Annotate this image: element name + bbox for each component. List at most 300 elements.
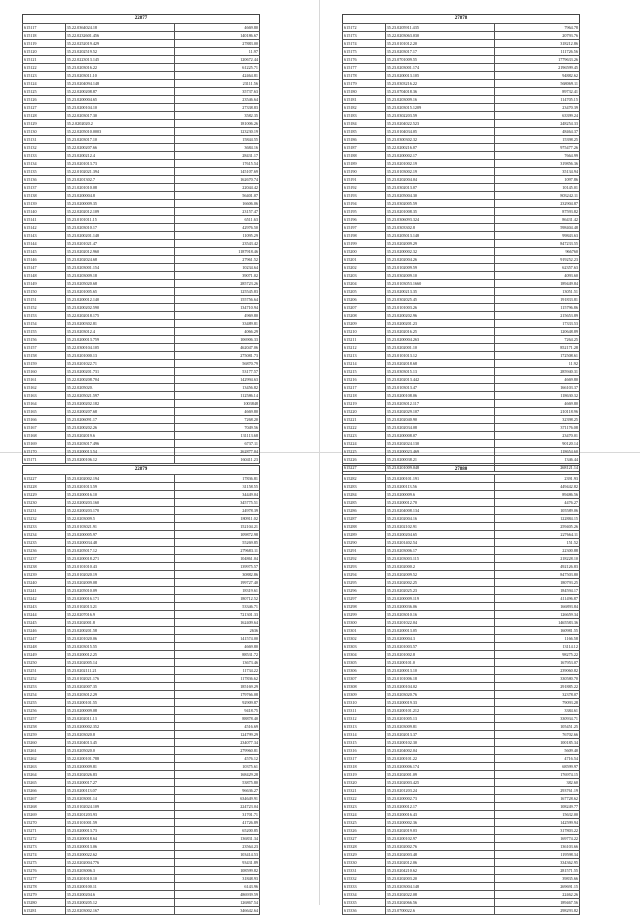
account-code-cell: 35.23.0203017.10 xyxy=(65,136,174,144)
table-row xyxy=(23,547,260,555)
amount-cell: 1187918.46 xyxy=(174,248,259,256)
row-id-cell: 615187 xyxy=(343,144,386,152)
amount-cell: 215653.89 xyxy=(494,312,579,320)
amount-cell: 24978.39 xyxy=(174,507,259,515)
row-id-cell: 615157 xyxy=(23,344,66,352)
table-row xyxy=(23,304,260,312)
account-code-cell: 35.22.0205010.0003 xyxy=(65,128,174,136)
row-id-cell: 615304 xyxy=(343,651,386,659)
table-row xyxy=(343,312,580,320)
amount-cell: 966760 xyxy=(494,248,579,256)
account-code-cell: 35.23.0102013.21 xyxy=(65,603,174,611)
account-code-cell: 35.23.0203003.115 xyxy=(385,555,494,563)
row-id-cell: 615334 xyxy=(343,891,386,899)
row-id-cell: 615168 xyxy=(23,432,66,440)
row-id-cell: 615189 xyxy=(343,160,386,168)
amount-cell: 160981.55 xyxy=(494,627,579,635)
account-code-cell: 35.22.0200207.68 xyxy=(65,408,174,416)
amount-cell: 3384.61 xyxy=(494,707,579,715)
amount-cell: 56401.07 xyxy=(174,192,259,200)
table-row xyxy=(23,707,260,715)
amount-cell: 168429.28 xyxy=(174,771,259,779)
table-row xyxy=(23,811,260,819)
account-code-cell: 35.23.0200023.469 xyxy=(385,448,494,456)
table-row xyxy=(23,312,260,320)
account-code-cell: 35.23.0203012.29 xyxy=(65,691,174,699)
row-id-cell: 615333 xyxy=(343,883,386,891)
row-id-cell: 615323 xyxy=(343,803,386,811)
amount-cell: 492126.83 xyxy=(494,563,579,571)
table-row xyxy=(23,456,260,464)
ledger-table xyxy=(22,23,260,464)
row-id-cell: 615294 xyxy=(343,571,386,579)
amount-cell: 103414.53 xyxy=(174,851,259,859)
account-code-cell: 35.23.0202013.442 xyxy=(385,376,494,384)
amount-cell: 140186.67 xyxy=(174,32,259,40)
row-id-cell: 615325 xyxy=(343,819,386,827)
amount-cell: 23543.42 xyxy=(174,240,259,248)
row-id-cell: 615322 xyxy=(343,795,386,803)
account-code-cell: 35.23.0200201.23 xyxy=(385,320,494,328)
row-id-cell: 615117 xyxy=(23,24,66,32)
amount-cell: 17836.81 xyxy=(174,475,259,483)
table-row xyxy=(343,763,580,771)
table-row xyxy=(343,336,580,344)
account-code-cell: 35.23.0201003.57 xyxy=(385,643,494,651)
row-id-cell: 615131 xyxy=(23,136,66,144)
table-row xyxy=(23,248,260,256)
account-code-cell: 35.23.0202002.25 xyxy=(385,579,494,587)
account-code-cell: 35.23.0203006.3 xyxy=(65,867,174,875)
table-row xyxy=(23,731,260,739)
account-code-cell: 35.23.0302203.59 xyxy=(385,112,494,120)
account-code-cell: 35.23.0202019.03 xyxy=(385,827,494,835)
account-code-cell: 35.23.0201013.59 xyxy=(65,483,174,491)
amount-cell: 4066.29 xyxy=(174,328,259,336)
table-row xyxy=(343,328,580,336)
account-code-cell: 35.23.0101012.20 xyxy=(385,40,494,48)
row-id-cell: 615296 xyxy=(343,587,386,595)
account-code-cell: 35.23.0200016.10 xyxy=(65,491,174,499)
row-id-cell: 615265 xyxy=(23,779,66,787)
row-id-cell: 615203 xyxy=(343,272,386,280)
amount-cell: 1003848 xyxy=(174,400,259,408)
account-code-cell: 35.23.0204210.62 xyxy=(385,867,494,875)
page-header: 27878 xyxy=(342,14,580,23)
row-id-cell: 615269 xyxy=(23,811,66,819)
row-id-cell: 615308 xyxy=(343,683,386,691)
ledger-table xyxy=(22,474,260,915)
amount-cell: 847233.55 xyxy=(494,240,579,248)
amount-cell: 262877.04 xyxy=(174,448,259,456)
row-id-cell: 615184 xyxy=(343,120,386,128)
table-row xyxy=(343,320,580,328)
account-code-cell: 35.23.0200018.64 xyxy=(65,835,174,843)
row-id-cell: 615284 xyxy=(343,491,386,499)
account-code-cell: 35.23.0200302.81 xyxy=(65,320,174,328)
row-id-cell: 615272 xyxy=(23,835,66,843)
table-row xyxy=(343,779,580,787)
account-code-cell: 35.23.0201022.71 xyxy=(65,360,174,368)
table-row xyxy=(23,667,260,675)
amount-cell: 31158.55 xyxy=(174,483,259,491)
row-id-cell: 615335 xyxy=(343,899,386,907)
account-code-cell: 35.23.0201020.06 xyxy=(65,635,174,643)
account-code-cell: 35.23.0300302.32 xyxy=(385,136,494,144)
account-code-cell: 35.23.0200201.58 xyxy=(65,627,174,635)
amount-cell: 88531.72 xyxy=(174,651,259,659)
row-id-cell: 615172 xyxy=(343,24,386,32)
account-code-cell: 35.23.0200201.731 xyxy=(65,368,174,376)
row-id-cell: 615195 xyxy=(343,208,386,216)
account-code-cell: 35.23.0202012.06 xyxy=(385,859,494,867)
row-id-cell: 615260 xyxy=(23,739,66,747)
row-id-cell: 615219 xyxy=(343,400,386,408)
account-code-cell: 35.22.0207016.9 xyxy=(65,611,174,619)
amount-cell: 126659.34 xyxy=(494,611,579,619)
row-id-cell: 615174 xyxy=(343,40,386,48)
account-code-cell: 35.23.0204022.523 xyxy=(385,120,494,128)
account-code-cell: 35.23.0202102.91 xyxy=(385,523,494,531)
account-code-cell: 35.23.0200202.182 xyxy=(65,400,174,408)
row-id-cell: 615204 xyxy=(343,280,386,288)
table-row xyxy=(23,779,260,787)
account-code-cell: 35.23.0201013.73 xyxy=(65,160,174,168)
amount-cell: 23470.01 xyxy=(494,432,579,440)
amount-cell: 4476.27 xyxy=(494,499,579,507)
account-code-cell: 35.22.0202018.175 xyxy=(65,312,174,320)
account-code-cell: 35.23.0200009.119 xyxy=(385,595,494,603)
table-row xyxy=(23,48,260,56)
row-id-cell: 615132 xyxy=(23,144,66,152)
account-code-cell: 35.23.0101013.12 xyxy=(385,352,494,360)
row-id-cell: 615328 xyxy=(343,843,386,851)
amount-cell: 15844.55 xyxy=(174,136,259,144)
amount-cell: 166893.84 xyxy=(494,603,579,611)
row-id-cell: 615225 xyxy=(343,448,386,456)
amount-cell: 32378.07 xyxy=(494,691,579,699)
row-id-cell: 615293 xyxy=(343,563,386,571)
table-row xyxy=(343,240,580,248)
table-row xyxy=(343,184,580,192)
amount-cell: 371176.08 xyxy=(494,424,579,432)
row-id-cell: 615224 xyxy=(343,440,386,448)
amount-cell: 56870.79 xyxy=(174,360,259,368)
account-code-cell: 35.23.0203011.10 xyxy=(65,72,174,80)
row-id-cell: 615151 xyxy=(23,296,66,304)
amount-cell: 41726.89 xyxy=(174,819,259,827)
row-id-cell: 615250 xyxy=(23,659,66,667)
amount-cell: 317803.22 xyxy=(494,827,579,835)
table-row xyxy=(343,475,580,483)
account-code-cell: 35.23.0202001.8 xyxy=(65,619,174,627)
row-id-cell: 615213 xyxy=(343,352,386,360)
table-row xyxy=(23,843,260,851)
row-id-cell: 615327 xyxy=(343,835,386,843)
row-id-cell: 615252 xyxy=(23,675,66,683)
amount-cell: 39835.66 xyxy=(494,875,579,883)
amount-cell: 185169.29 xyxy=(174,683,259,691)
account-code-cell: 35.23.0200034.48 xyxy=(65,539,174,547)
table-row xyxy=(23,416,260,424)
table-row xyxy=(343,64,580,72)
amount-cell: 92909.87 xyxy=(174,699,259,707)
table-row xyxy=(343,120,580,128)
account-code-cell: 35.23.0200004.263 xyxy=(385,336,494,344)
row-id-cell: 615299 xyxy=(343,611,386,619)
row-id-cell: 615233 xyxy=(23,523,66,531)
amount-cell: 184594.17 xyxy=(494,587,579,595)
account-code-cell: 35.23.0202012.960 xyxy=(65,248,174,256)
row-id-cell: 615221 xyxy=(343,416,386,424)
table-row xyxy=(23,392,260,400)
row-id-cell: 615291 xyxy=(343,547,386,555)
amount-cell: 104861.04 xyxy=(174,555,259,563)
table-row xyxy=(23,795,260,803)
table-row xyxy=(343,499,580,507)
table-row xyxy=(343,176,580,184)
account-code-cell: 35.23.0200013.05 xyxy=(385,627,494,635)
amount-cell: 180911.02 xyxy=(174,515,259,523)
row-id-cell: 615237 xyxy=(23,555,66,563)
table-row xyxy=(23,603,260,611)
row-id-cell: 615177 xyxy=(343,64,386,72)
amount-cell: 298293.82 xyxy=(494,907,579,915)
account-code-cell: 35.21.0201010.08 xyxy=(65,184,174,192)
account-code-cell: 35.23.0205010.09 xyxy=(65,587,174,595)
account-code-cell: 35.23.0202519.52 xyxy=(65,48,174,56)
account-code-cell: 35.23.0200009.6 xyxy=(385,491,494,499)
table-row xyxy=(343,603,580,611)
amount-cell: 346642.64 xyxy=(174,907,259,915)
row-id-cell: 615194 xyxy=(343,200,386,208)
row-id-cell: 615118 xyxy=(23,32,66,40)
table-row xyxy=(343,32,580,40)
account-code-cell: 35.23.0204094.148 xyxy=(65,80,174,88)
table-row xyxy=(23,240,260,248)
account-code-cell: 35.23.0200016.171 xyxy=(65,595,174,603)
account-code-cell: 35.23.0205017.12 xyxy=(65,547,174,555)
account-code-cell: 35.23.0201009.048 xyxy=(385,464,494,472)
amount-cell: 105589.06 xyxy=(494,507,579,515)
amount-cell: 975477.26 xyxy=(494,144,579,152)
amount-cell: 33489.81 xyxy=(174,320,259,328)
amount-cell: 449442.82 xyxy=(494,483,579,491)
table-row xyxy=(343,563,580,571)
account-code-cell: 35.23.0200204.65 xyxy=(385,531,494,539)
row-id-cell: 615180 xyxy=(343,88,386,96)
row-id-cell: 615125 xyxy=(23,88,66,96)
amount-cell: 279683.11 xyxy=(174,547,259,555)
amount-cell: 486939.59 xyxy=(174,891,259,899)
table-row xyxy=(23,152,260,160)
account-code-cell: 35.23.0201008.35 xyxy=(385,208,494,216)
amount-cell: 268121.14 xyxy=(494,464,579,472)
account-code-cell: 35.23.0202005.14 xyxy=(65,659,174,667)
account-code-cell: 35.23.0200013.105 xyxy=(385,72,494,80)
amount-cell: 1166.58 xyxy=(494,635,579,643)
account-code-cell: 35.23.0204013.45 xyxy=(65,739,174,747)
row-id-cell: 615147 xyxy=(23,264,66,272)
account-code-cell: 35.23.0202034.08 xyxy=(385,424,494,432)
row-id-cell: 615232 xyxy=(23,515,66,523)
table-row xyxy=(343,288,580,296)
row-id-cell: 615123 xyxy=(23,72,66,80)
account-code-cell: 35.23.0104034.05 xyxy=(385,128,494,136)
table-row xyxy=(23,507,260,515)
amount-cell: 6143.96 xyxy=(174,883,259,891)
table-row xyxy=(343,272,580,280)
amount-cell: 7268.20 xyxy=(174,416,259,424)
row-id-cell: 615211 xyxy=(343,336,386,344)
table-row xyxy=(23,24,260,32)
row-id-cell: 615137 xyxy=(23,184,66,192)
row-id-cell: 615191 xyxy=(343,176,386,184)
amount-cell: 167728.62 xyxy=(494,795,579,803)
amount-cell: 5609.40 xyxy=(494,747,579,755)
row-id-cell: 615121 xyxy=(23,56,66,64)
amount-cell: 13456.82 xyxy=(174,384,259,392)
account-code-cell: 35.23.0200022.62 xyxy=(65,851,174,859)
row-id-cell: 615135 xyxy=(23,168,66,176)
amount-cell: 345775.51 xyxy=(174,499,259,507)
amount-cell: 269691.15 xyxy=(494,883,579,891)
row-id-cell: 615202 xyxy=(343,264,386,272)
row-id-cell: 615321 xyxy=(343,787,386,795)
table-row xyxy=(343,859,580,867)
account-code-cell: 35.23.0302005.59 xyxy=(385,200,494,208)
account-code-cell: 35.23.0700022.6 xyxy=(385,907,494,915)
table-row xyxy=(343,408,580,416)
account-code-cell: 35.23.0200102.30 xyxy=(385,739,494,747)
account-code-cell: 35.22.0202012.109 xyxy=(65,208,174,216)
table-row xyxy=(343,675,580,683)
table-row xyxy=(343,296,580,304)
table-row xyxy=(23,763,260,771)
row-id-cell: 615159 xyxy=(23,360,66,368)
table-row xyxy=(23,128,260,136)
table-row xyxy=(343,547,580,555)
amount-cell: 4669.80 xyxy=(174,643,259,651)
row-id-cell: 615126 xyxy=(23,96,66,104)
account-code-cell: 35.23.0200018.271 xyxy=(65,555,174,563)
amount-cell: 160411.23 xyxy=(174,456,259,464)
amount-cell: 31701.71 xyxy=(174,811,259,819)
account-code-cell: 35.22.0200101.788 xyxy=(65,755,174,763)
account-code-cell: 35.23.0202002.76 xyxy=(385,843,494,851)
account-code-cell: 35.23.0203012.117 xyxy=(385,400,494,408)
amount-cell: 259405.26 xyxy=(494,523,579,531)
account-code-cell: 35.22.0203002.167 xyxy=(65,907,174,915)
row-id-cell: 615161 xyxy=(23,376,66,384)
amount-cell: 68599.97 xyxy=(494,763,579,771)
amount-cell: 151.52 xyxy=(494,539,579,547)
amount-cell: 180793.25 xyxy=(494,579,579,587)
amount-cell: 53875.80 xyxy=(174,779,259,787)
account-code-cell: 35.23.0200101.22 xyxy=(385,755,494,763)
row-id-cell: 615179 xyxy=(343,80,386,88)
table-row xyxy=(23,224,260,232)
row-id-cell: 615241 xyxy=(23,587,66,595)
account-code-cell: 35.23.0200205.12 xyxy=(65,899,174,907)
account-code-cell: 35.22.0223013.145 xyxy=(65,56,174,64)
table-row xyxy=(343,899,580,907)
row-id-cell: 615295 xyxy=(343,579,386,587)
amount-cell: 123230.19 xyxy=(174,128,259,136)
row-id-cell: 615336 xyxy=(343,907,386,915)
account-code-cell: 35.23.0202003.20 xyxy=(385,875,494,883)
amount-cell: 145107.69 xyxy=(174,168,259,176)
account-code-cell: 35.23.0200012.70 xyxy=(385,499,494,507)
table-row xyxy=(23,64,260,72)
account-code-cell: 35.23.0200202.96 xyxy=(385,312,494,320)
account-code-cell: 35.22.0300104.105 xyxy=(65,344,174,352)
row-id-cell: 615146 xyxy=(23,256,66,264)
row-id-cell: 615227 xyxy=(343,464,386,472)
account-code-cell: 35.23.0200113.07 xyxy=(65,787,174,795)
row-id-cell: 615303 xyxy=(343,643,386,651)
amount-cell: 122884.15 xyxy=(494,515,579,523)
table-row xyxy=(343,619,580,627)
amount-cell: 86431.42 xyxy=(494,216,579,224)
row-id-cell: 615229 xyxy=(23,491,66,499)
amount-cell: 199727.40 xyxy=(174,579,259,587)
amount-cell: 275081.73 xyxy=(174,352,259,360)
table-row xyxy=(23,651,260,659)
row-id-cell: 615205 xyxy=(343,288,386,296)
amount-cell: 10145.01 xyxy=(494,184,579,192)
account-code-cell: 35.23.0200036.06 xyxy=(385,603,494,611)
table-row xyxy=(343,875,580,883)
account-code-cell: 35.23.0200017.27 xyxy=(65,779,174,787)
page-header: 22879 xyxy=(22,465,260,474)
table-row xyxy=(23,643,260,651)
account-code-cell: 35.23.0202018.68 xyxy=(385,360,494,368)
row-id-cell: 615141 xyxy=(23,216,66,224)
table-row xyxy=(23,216,260,224)
amount-cell: 210118.96 xyxy=(494,408,579,416)
table-row xyxy=(23,691,260,699)
account-code-cell: 35.23.0303015.13 xyxy=(385,368,494,376)
row-id-cell: 615156 xyxy=(23,336,66,344)
row-id-cell: 615247 xyxy=(23,635,66,643)
row-id-cell: 615154 xyxy=(23,320,66,328)
amount-cell: 852171.28 xyxy=(494,344,579,352)
amount-cell: 218228.10 xyxy=(494,555,579,563)
account-code-cell: 35.23.0201005.65 xyxy=(65,288,174,296)
table-row xyxy=(343,587,580,595)
row-id-cell: 615143 xyxy=(23,232,66,240)
amount-cell: 98275.22 xyxy=(494,651,579,659)
table-row xyxy=(343,160,580,168)
account-code-cell: 35.23.0205004.30 xyxy=(385,192,494,200)
table-row xyxy=(23,675,260,683)
amount-cell: 120648.89 xyxy=(494,328,579,336)
amount-cell: 4093.60 xyxy=(494,272,579,280)
amount-cell: 111726.56 xyxy=(494,48,579,56)
account-code-cell: 35.23.0202022.08 xyxy=(385,891,494,899)
table-row xyxy=(23,360,260,368)
amount-cell: 167953.07 xyxy=(494,659,579,667)
amount-cell: 291885.22 xyxy=(494,683,579,691)
account-code-cell: 35.23.0202004.26 xyxy=(385,256,494,264)
table-row xyxy=(343,523,580,531)
table-row xyxy=(343,739,580,747)
row-id-cell: 615271 xyxy=(23,827,66,835)
account-code-cell: 35.23.0202016.25 xyxy=(385,328,494,336)
table-row xyxy=(343,843,580,851)
table-row xyxy=(23,424,260,432)
